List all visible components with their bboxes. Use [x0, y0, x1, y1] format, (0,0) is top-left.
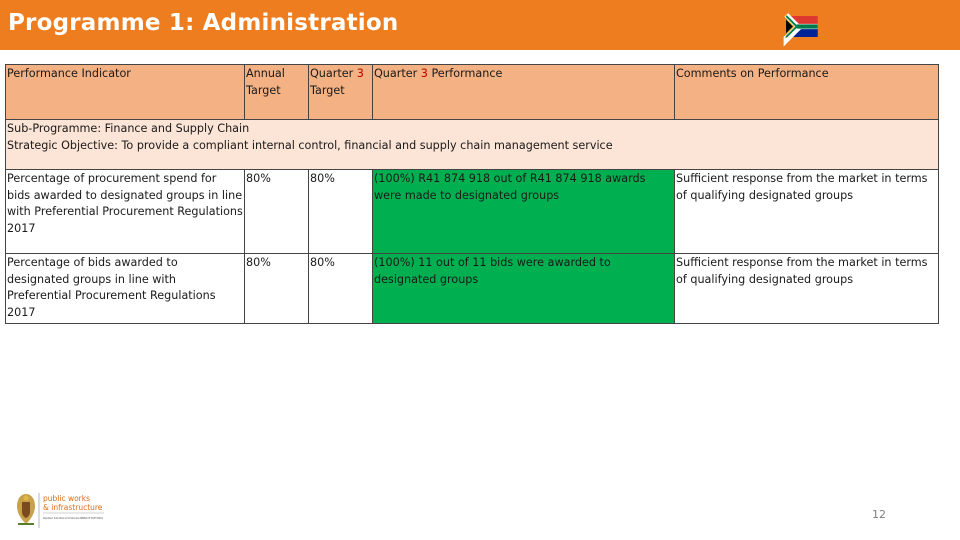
performance-table — [5, 64, 939, 324]
performance-cell: (100%) 11 out of 11 bids were awarded to designated groups — [373, 254, 675, 324]
table-row — [6, 254, 939, 324]
subprogramme-row — [6, 120, 939, 170]
indicator-cell: Percentage of bids awarded to designated groups in line with Preferential Procurement Regulations 2017 — [6, 254, 245, 324]
header-quarter-target: Quarter 3 Target — [309, 65, 373, 120]
south-africa-flag-icon — [786, 16, 818, 37]
svg-text:public works: public works — [43, 494, 91, 503]
quarter-number: 3 — [356, 67, 364, 80]
header-comments: Comments on Performance — [675, 65, 939, 120]
table-row — [6, 170, 939, 254]
department-logo — [14, 490, 140, 530]
page-number: 12 — [872, 508, 886, 521]
performance-cell: (100%) R41 874 918 out of R41 874 918 awards were made to designated groups — [373, 170, 675, 254]
strategic-objective: Strategic Objective: To provide a compliant internal control, financial and supply chain management service — [7, 138, 613, 152]
header-quarter-performance: Quarter 3 Performance — [373, 65, 675, 120]
header-annual-target: Annual Target — [245, 65, 309, 120]
subprogramme-name: Sub-Programme: Finance and Supply Chain — [7, 122, 250, 135]
comments-cell: Sufficient response from the market in terms of qualifying designated groups — [675, 170, 939, 254]
svg-text:& infrastructure: & infrastructure — [43, 503, 103, 512]
header-performance-indicator: Performance Indicator — [6, 65, 245, 120]
slide-title: Programme 1: Administration — [8, 10, 399, 36]
coat-of-arms-icon — [17, 494, 35, 524]
svg-text:Department: Public Works and I: Department: Public Works and Infrastructure REPUBLIC OF SOUTH AFRICA — [43, 517, 140, 520]
quarter-target-cell: 80% — [309, 254, 373, 324]
comments-cell: Sufficient response from the market in terms of qualifying designated groups — [675, 254, 939, 324]
title-bar — [0, 0, 960, 50]
subprogramme-cell — [6, 120, 939, 170]
annual-target-cell: 80% — [245, 254, 309, 324]
table-header-row — [6, 65, 939, 120]
quarter-number: 3 — [420, 67, 428, 80]
quarter-target-cell: 80% — [309, 170, 373, 254]
indicator-cell: Percentage of procurement spend for bids awarded to designated groups in line with Preferential Procurement Regulations 2017 — [6, 170, 245, 254]
annual-target-cell: 80% — [245, 170, 309, 254]
